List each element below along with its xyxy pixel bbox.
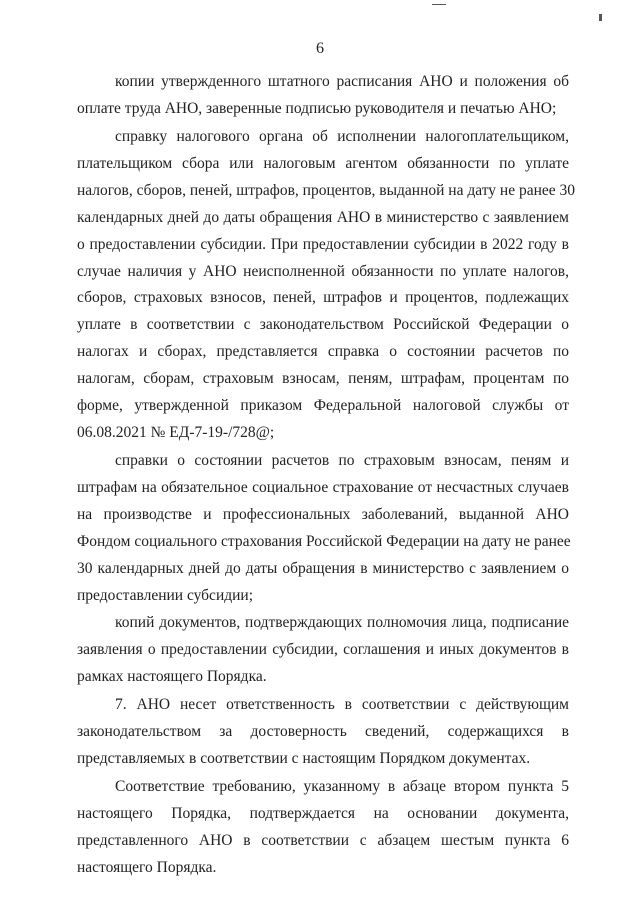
text-line: оплате труда АНО, заверенные подписью руководителя и печатью АНО; xyxy=(77,100,557,117)
text-line: представленного АНО в соответствии с абзацем шестым пункта 6 xyxy=(77,832,569,849)
text-line: 30 календарных дней до даты обращения в министерство с заявлением о xyxy=(77,560,569,577)
text-line: копии утвержденного штатного расписания АНО и положения об xyxy=(115,73,569,90)
scan-mark xyxy=(599,14,602,21)
text-line: Соответствие требованию, указанному в абзаце втором пункта 5 xyxy=(115,778,569,795)
text-line: законодательством за достоверность сведений, содержащихся в xyxy=(77,723,569,740)
text-line: о предоставлении субсидии. При предоставлении субсидии в 2022 году в xyxy=(77,236,569,253)
page-number: 6 xyxy=(316,40,324,57)
text-line: случае наличия у АНО неисполненной обязанности по уплате налогов, xyxy=(77,263,569,280)
text-line: заявления о предоставлении субсидии, соглашения и иных документов в xyxy=(77,641,569,658)
text-line: плательщиком сбора или налоговым агентом обязанности по уплате xyxy=(77,155,569,172)
text-line: 06.08.2021 № ЕД-7-19-/728@; xyxy=(77,424,275,441)
text-line: налогов, сборов, пеней, штрафов, процентов, выданной на дату не ранее 30 xyxy=(77,182,576,199)
text-line: предоставлении субсидии; xyxy=(77,587,254,604)
text-line: справки о состоянии расчетов по страховым взносам, пеням и xyxy=(115,452,569,469)
text-line: настоящего Порядка, подтверждается на основании документа, xyxy=(77,805,569,822)
text-line: представляемых в соответствии с настоящим Порядком документах. xyxy=(77,750,531,767)
text-line: копий документов, подтверждающих полномочия лица, подписание xyxy=(115,614,569,631)
text-line: налогам, сборам, страховым взносам, пеням, штрафам, процентам по xyxy=(77,370,569,387)
text-line: штрафам на обязательное социальное страхование от несчастных случаев xyxy=(77,479,569,496)
text-line: Фондом социального страхования Российской Федерации на дату не ранее xyxy=(77,533,571,550)
text-line: 7. АНО несет ответственность в соответствии с действующим xyxy=(115,696,569,713)
text-line: справку налогового органа об исполнении налогоплательщиком, xyxy=(115,128,569,145)
text-line: уплате в соответствии с законодательством Российской Федерации о xyxy=(77,316,569,333)
scan-mark xyxy=(432,4,446,5)
text-line: рамках настоящего Порядка. xyxy=(77,668,267,685)
text-line: на производстве и профессиональных заболеваний, выданной АНО xyxy=(77,506,569,523)
text-line: форме, утвержденной приказом Федеральной налоговой службы от xyxy=(77,397,569,414)
text-line: настоящего Порядка. xyxy=(77,859,217,876)
text-line: сборов, страховых взносов, пеней, штрафов и процентов, подлежащих xyxy=(77,289,569,306)
text-line: календарных дней до даты обращения АНО в министерство с заявлением xyxy=(77,209,569,226)
text-line: налогах и сборах, представляется справка о состоянии расчетов по xyxy=(77,343,569,360)
